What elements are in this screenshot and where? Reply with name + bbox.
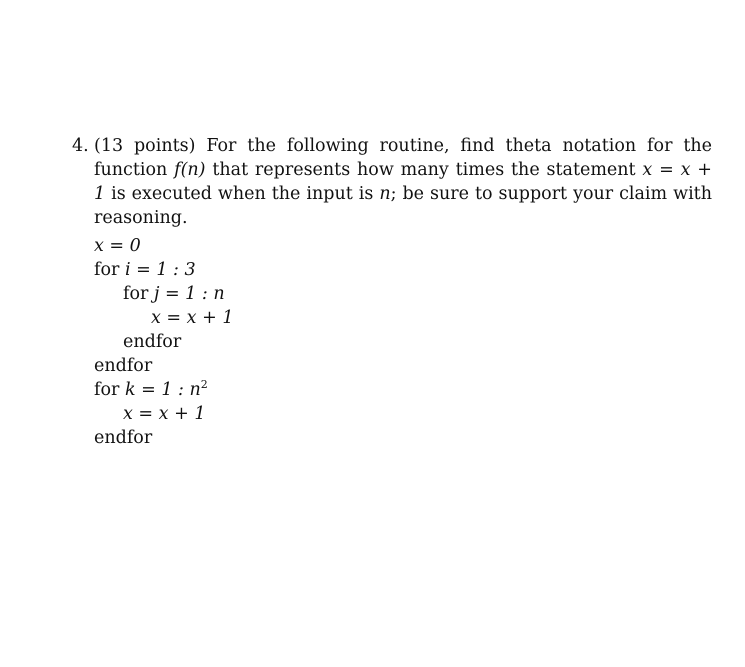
code-line-2 <box>94 258 233 282</box>
code-line-5: endfor <box>123 332 182 352</box>
loop-expr-k: k = 1 : n <box>124 380 201 400</box>
code-block <box>94 234 233 450</box>
problem-number: 4. <box>72 136 89 156</box>
for-keyword: for <box>123 284 149 304</box>
problem-text <box>94 134 712 230</box>
text-a: For the following routine, find theta notation for the function <box>94 136 712 180</box>
code-line-8: x = x + 1 <box>123 404 206 424</box>
loop-expr-j: j = 1 : n <box>153 284 225 304</box>
text-c: is executed when the input is <box>111 184 374 204</box>
code-line-3 <box>94 282 233 306</box>
code-line-6: endfor <box>94 356 153 376</box>
problem-statement <box>72 134 712 230</box>
loop-expr-i: i = 1 : 3 <box>124 260 196 280</box>
var-n: n <box>379 184 391 204</box>
function-f-n: f(n) <box>174 160 206 180</box>
for-keyword: for <box>94 380 120 400</box>
for-keyword: for <box>94 260 120 280</box>
statement-math: x = x + 1 <box>94 160 712 204</box>
exponent: 2 <box>200 378 208 391</box>
code-line-4: x = x + 1 <box>151 308 234 328</box>
text-b: that represents how many times the statement <box>212 160 636 180</box>
code-line-1: x = 0 <box>94 236 141 256</box>
text-d: ; be sure to support your claim with reasoning. <box>94 184 712 228</box>
points-label: (13 points) <box>94 136 196 156</box>
code-line-7 <box>94 378 233 402</box>
code-line-9: endfor <box>94 428 153 448</box>
